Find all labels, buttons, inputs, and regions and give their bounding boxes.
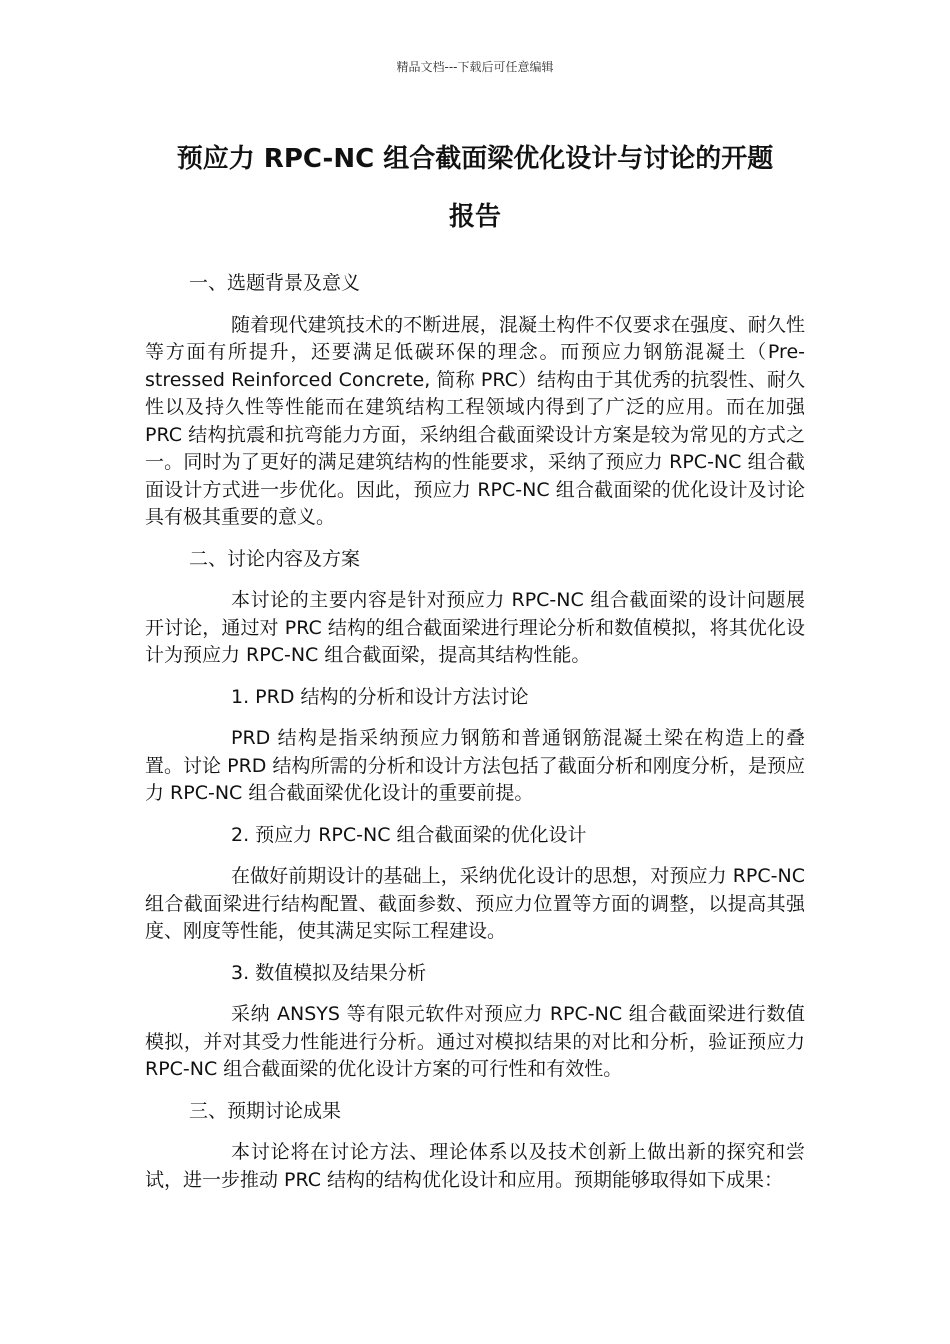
paragraph-background: 随着现代建筑技术的不断进展，混凝土构件不仅要求在强度、耐久性等方面有所提升，还要满足低碳环保的理念。而预应力钢筋混凝土（Pre-stressed Reinforced Concrete, 简称 PRC）结构由于其优秀的抗裂性、耐久性以及持久性等性能而在建筑结构工程领域内得到了广泛的应用。而在加强 PRC 结构抗震和抗弯能力方面，采纳组合截面梁设计方案是较为常见的方式之一。同时为了更好的满足建筑结构的性能要求，采纳了预应力 RPC-NC 组合截面设计方式进一步优化。因此，预应力 RPC-NC 组合截面梁的优化设计及讨论具有极其重要的意义。 — [145, 313, 805, 528]
paragraph-expected-results: 本讨论将在讨论方法、理论体系以及技术创新上做出新的探究和尝试，进一步推动 PRC 结构的结构优化设计和应用。预期能够取得如下成果： — [145, 1141, 805, 1191]
subheading-optimization: 2. 预应力 RPC-NC 组合截面梁的优化设计 — [231, 823, 587, 846]
header-watermark: 精品文档---下载后可任意编辑 — [396, 60, 554, 74]
document-title — [145, 130, 805, 246]
subheading-prd-analysis: 1. PRD 结构的分析和设计方法讨论 — [231, 685, 529, 708]
paragraph-optimization: 在做好前期设计的基础上，采纳优化设计的思想，对预应力 RPC-NC 组合截面梁进行结构配置、截面参数、预应力位置等方面的调整，以提高其强度、刚度等性能，使其满足实际工程建设。 — [145, 865, 805, 942]
section-heading-content: 二、讨论内容及方案 — [189, 547, 361, 570]
title-line-2: 报告 — [448, 202, 501, 232]
title-line-1: 预应力 RPC-NC 组合截面梁优化设计与讨论的开题 — [176, 144, 774, 174]
subheading-simulation: 3. 数值模拟及结果分析 — [231, 961, 427, 984]
paragraph-prd-analysis: PRD 结构是指采纳预应力钢筋和普通钢筋混凝土梁在构造上的叠置。讨论 PRD 结构所需的分析和设计方法包括了截面分析和刚度分析，是预应力 RPC-NC 组合截面梁优化设计的重要前提。 — [145, 727, 805, 804]
paragraph-simulation: 采纳 ANSYS 等有限元软件对预应力 RPC-NC 组合截面梁进行数值模拟，并对其受力性能进行分析。通过对模拟结果的对比和分析，验证预应力 RPC-NC 组合截面梁的优化设计方案的可行性和有效性。 — [145, 1003, 805, 1080]
section-heading-expected-results: 三、预期讨论成果 — [189, 1099, 342, 1122]
paragraph-content-intro: 本讨论的主要内容是针对预应力 RPC-NC 组合截面梁的设计问题展开讨论，通过对 PRC 结构的组合截面梁进行理论分析和数值模拟，将其优化设计为预应力 RPC-NC 组合截面梁，提高其结构性能。 — [145, 589, 805, 666]
document-body — [145, 270, 805, 1208]
section-heading-background: 一、选题背景及意义 — [189, 272, 361, 294]
